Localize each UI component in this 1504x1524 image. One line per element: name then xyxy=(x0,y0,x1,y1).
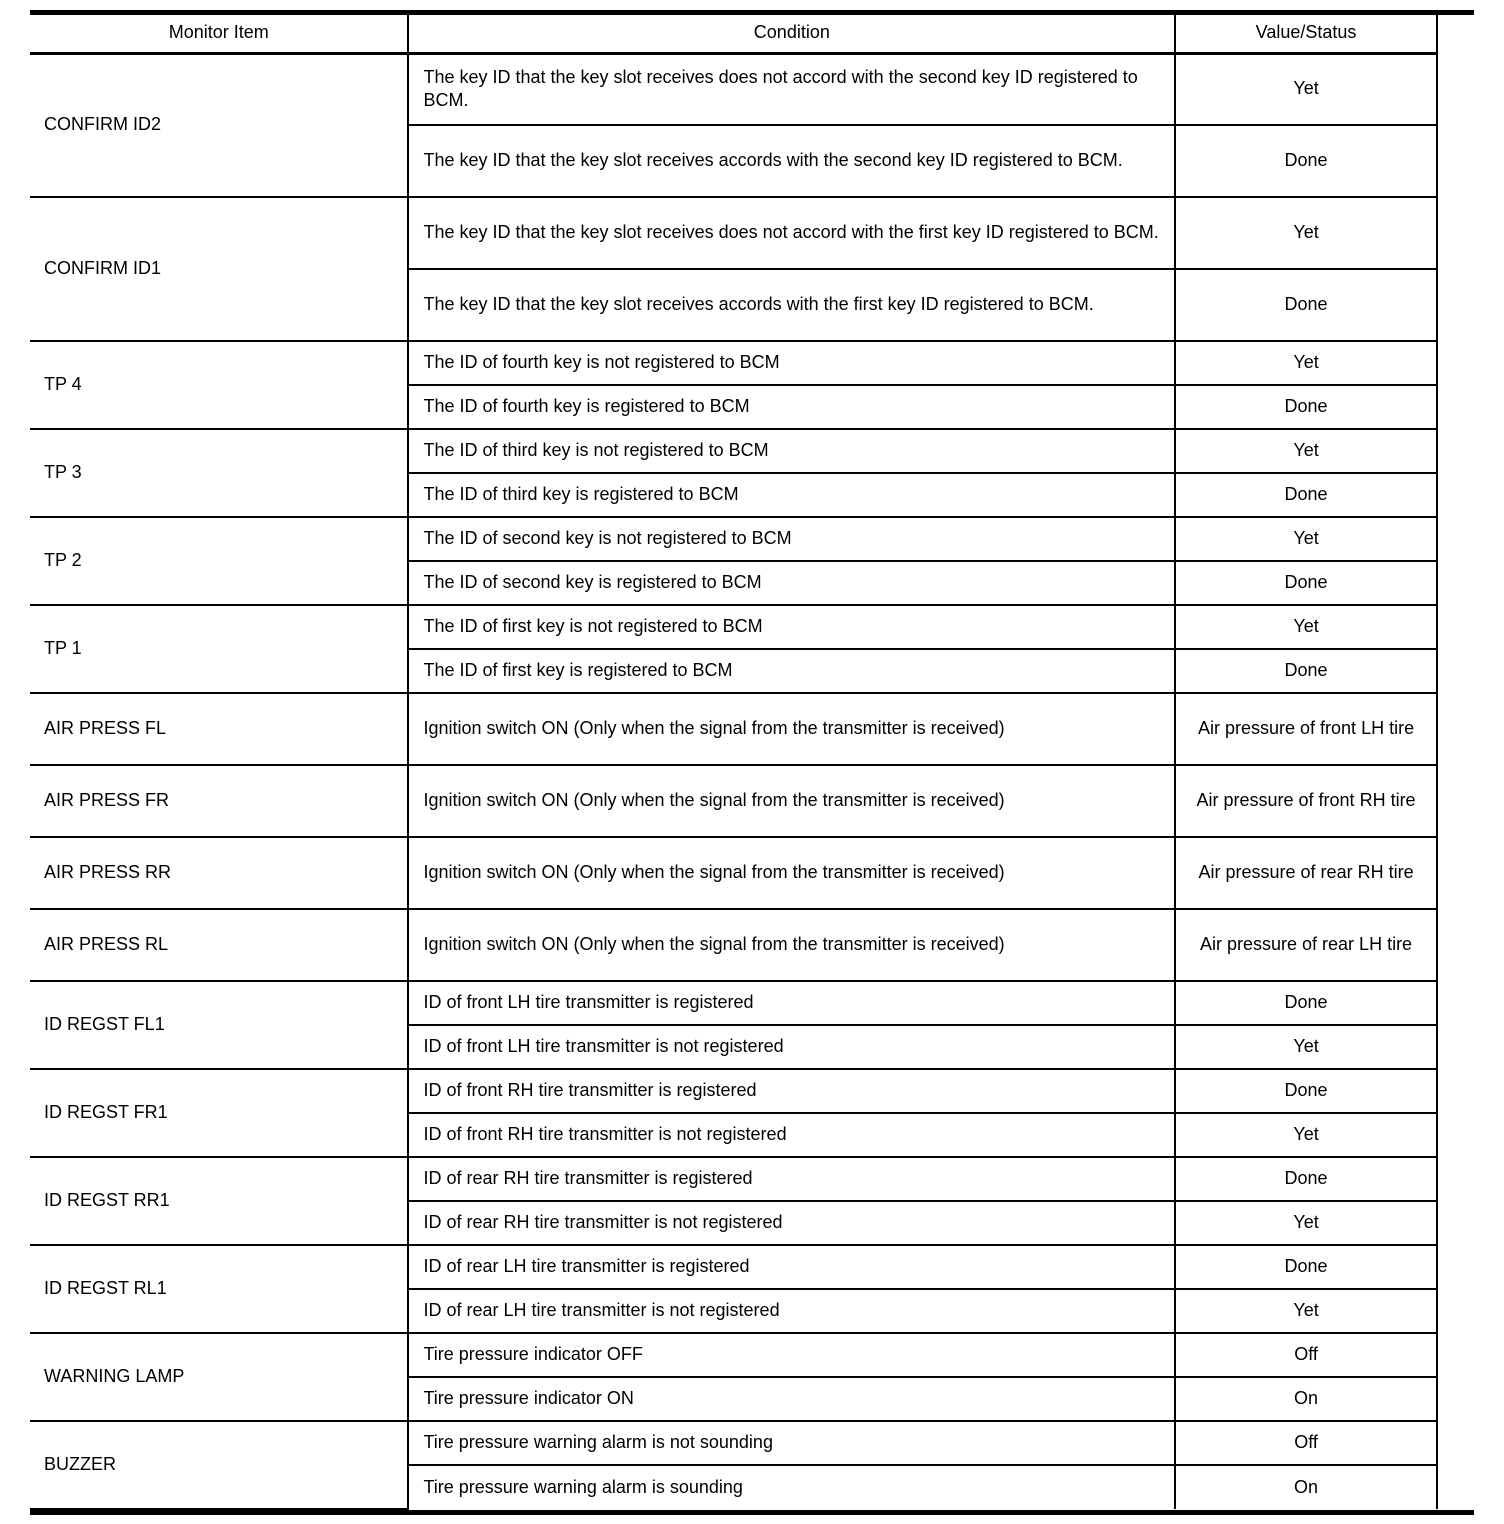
value-status-cell: Done xyxy=(1175,269,1437,341)
value-status-cell: Yet xyxy=(1175,429,1437,473)
value-status-cell: Done xyxy=(1175,561,1437,605)
value-status-cell: On xyxy=(1175,1465,1437,1509)
condition-cell: The key ID that the key slot receives accords with the first key ID registered to BCM. xyxy=(408,269,1175,341)
condition-cell: ID of front LH tire transmitter is not registered xyxy=(408,1025,1175,1069)
condition-cell: ID of front RH tire transmitter is not registered xyxy=(408,1113,1175,1157)
monitor-item-cell: AIR PRESS FR xyxy=(30,765,408,837)
monitor-table-body xyxy=(30,53,1437,1509)
monitor-item-cell: ID REGST FR1 xyxy=(30,1069,408,1157)
table-row xyxy=(30,1333,1437,1377)
condition-cell: ID of front RH tire transmitter is registered xyxy=(408,1069,1175,1113)
condition-cell: The key ID that the key slot receives accords with the second key ID registered to BCM. xyxy=(408,125,1175,197)
condition-cell: Ignition switch ON (Only when the signal from the transmitter is received) xyxy=(408,837,1175,909)
condition-cell: Ignition switch ON (Only when the signal from the transmitter is received) xyxy=(408,693,1175,765)
table-row xyxy=(30,517,1437,561)
value-status-cell: Off xyxy=(1175,1333,1437,1377)
monitor-items-table xyxy=(30,15,1438,1510)
header-condition: Condition xyxy=(408,15,1175,53)
monitor-item-cell: TP 4 xyxy=(30,341,408,429)
condition-cell: Tire pressure warning alarm is not sounding xyxy=(408,1421,1175,1465)
value-status-cell: Done xyxy=(1175,473,1437,517)
table-row xyxy=(30,197,1437,269)
value-status-cell: Yet xyxy=(1175,517,1437,561)
monitor-item-cell: AIR PRESS RR xyxy=(30,837,408,909)
monitor-item-cell: TP 2 xyxy=(30,517,408,605)
value-status-cell: Yet xyxy=(1175,1289,1437,1333)
value-status-cell: Yet xyxy=(1175,605,1437,649)
value-status-cell: Air pressure of rear RH tire xyxy=(1175,837,1437,909)
value-status-cell: Done xyxy=(1175,385,1437,429)
monitor-item-cell: TP 1 xyxy=(30,605,408,693)
monitor-item-cell: AIR PRESS RL xyxy=(30,909,408,981)
table-row xyxy=(30,1245,1437,1289)
monitor-item-cell: ID REGST FL1 xyxy=(30,981,408,1069)
value-status-cell: Done xyxy=(1175,981,1437,1025)
condition-cell: Tire pressure warning alarm is sounding xyxy=(408,1465,1175,1509)
table-row xyxy=(30,1069,1437,1113)
value-status-cell: Yet xyxy=(1175,1025,1437,1069)
condition-cell: The ID of fourth key is not registered to BCM xyxy=(408,341,1175,385)
header-value-status: Value/Status xyxy=(1175,15,1437,53)
value-status-cell: Yet xyxy=(1175,1201,1437,1245)
condition-cell: Ignition switch ON (Only when the signal from the transmitter is received) xyxy=(408,765,1175,837)
condition-cell: ID of rear LH tire transmitter is not registered xyxy=(408,1289,1175,1333)
condition-cell: Tire pressure indicator ON xyxy=(408,1377,1175,1421)
table-row xyxy=(30,909,1437,981)
value-status-cell: Air pressure of front LH tire xyxy=(1175,693,1437,765)
condition-cell: ID of rear LH tire transmitter is registered xyxy=(408,1245,1175,1289)
table-row xyxy=(30,429,1437,473)
table-row xyxy=(30,693,1437,765)
condition-cell: ID of front LH tire transmitter is registered xyxy=(408,981,1175,1025)
monitor-item-cell: BUZZER xyxy=(30,1421,408,1509)
table-row xyxy=(30,53,1437,125)
monitor-item-cell: ID REGST RR1 xyxy=(30,1157,408,1245)
monitor-item-cell: WARNING LAMP xyxy=(30,1333,408,1421)
monitor-item-cell: TP 3 xyxy=(30,429,408,517)
table-row xyxy=(30,981,1437,1025)
condition-cell: The ID of second key is registered to BCM xyxy=(408,561,1175,605)
value-status-cell: Off xyxy=(1175,1421,1437,1465)
value-status-cell: Done xyxy=(1175,1157,1437,1201)
condition-cell: The ID of first key is registered to BCM xyxy=(408,649,1175,693)
value-status-cell: On xyxy=(1175,1377,1437,1421)
condition-cell: The ID of third key is not registered to BCM xyxy=(408,429,1175,473)
condition-cell: The ID of second key is not registered to BCM xyxy=(408,517,1175,561)
monitor-item-cell: CONFIRM ID2 xyxy=(30,53,408,197)
table-row xyxy=(30,765,1437,837)
condition-cell: The ID of third key is registered to BCM xyxy=(408,473,1175,517)
monitor-item-cell: CONFIRM ID1 xyxy=(30,197,408,341)
value-status-cell: Air pressure of front RH tire xyxy=(1175,765,1437,837)
bottom-rule xyxy=(30,1510,1474,1515)
value-status-cell: Done xyxy=(1175,125,1437,197)
condition-cell: Ignition switch ON (Only when the signal from the transmitter is received) xyxy=(408,909,1175,981)
condition-cell: The key ID that the key slot receives does not accord with the first key ID registered to BCM. xyxy=(408,197,1175,269)
header-row xyxy=(30,15,1437,53)
condition-cell: ID of rear RH tire transmitter is not registered xyxy=(408,1201,1175,1245)
condition-cell: The key ID that the key slot receives does not accord with the second key ID registered to BCM. xyxy=(408,53,1175,125)
monitor-item-cell: AIR PRESS FL xyxy=(30,693,408,765)
table-row xyxy=(30,341,1437,385)
condition-cell: The ID of first key is not registered to BCM xyxy=(408,605,1175,649)
monitor-item-cell: ID REGST RL1 xyxy=(30,1245,408,1333)
value-status-cell: Yet xyxy=(1175,1113,1437,1157)
value-status-cell: Yet xyxy=(1175,53,1437,125)
value-status-cell: Done xyxy=(1175,1245,1437,1289)
table-row xyxy=(30,837,1437,909)
condition-cell: ID of rear RH tire transmitter is registered xyxy=(408,1157,1175,1201)
value-status-cell: Done xyxy=(1175,649,1437,693)
value-status-cell: Done xyxy=(1175,1069,1437,1113)
condition-cell: The ID of fourth key is registered to BCM xyxy=(408,385,1175,429)
value-status-cell: Air pressure of rear LH tire xyxy=(1175,909,1437,981)
table-row xyxy=(30,1157,1437,1201)
table-row xyxy=(30,1421,1437,1465)
header-monitor-item: Monitor Item xyxy=(30,15,408,53)
table-row xyxy=(30,605,1437,649)
value-status-cell: Yet xyxy=(1175,341,1437,385)
condition-cell: Tire pressure indicator OFF xyxy=(408,1333,1175,1377)
value-status-cell: Yet xyxy=(1175,197,1437,269)
